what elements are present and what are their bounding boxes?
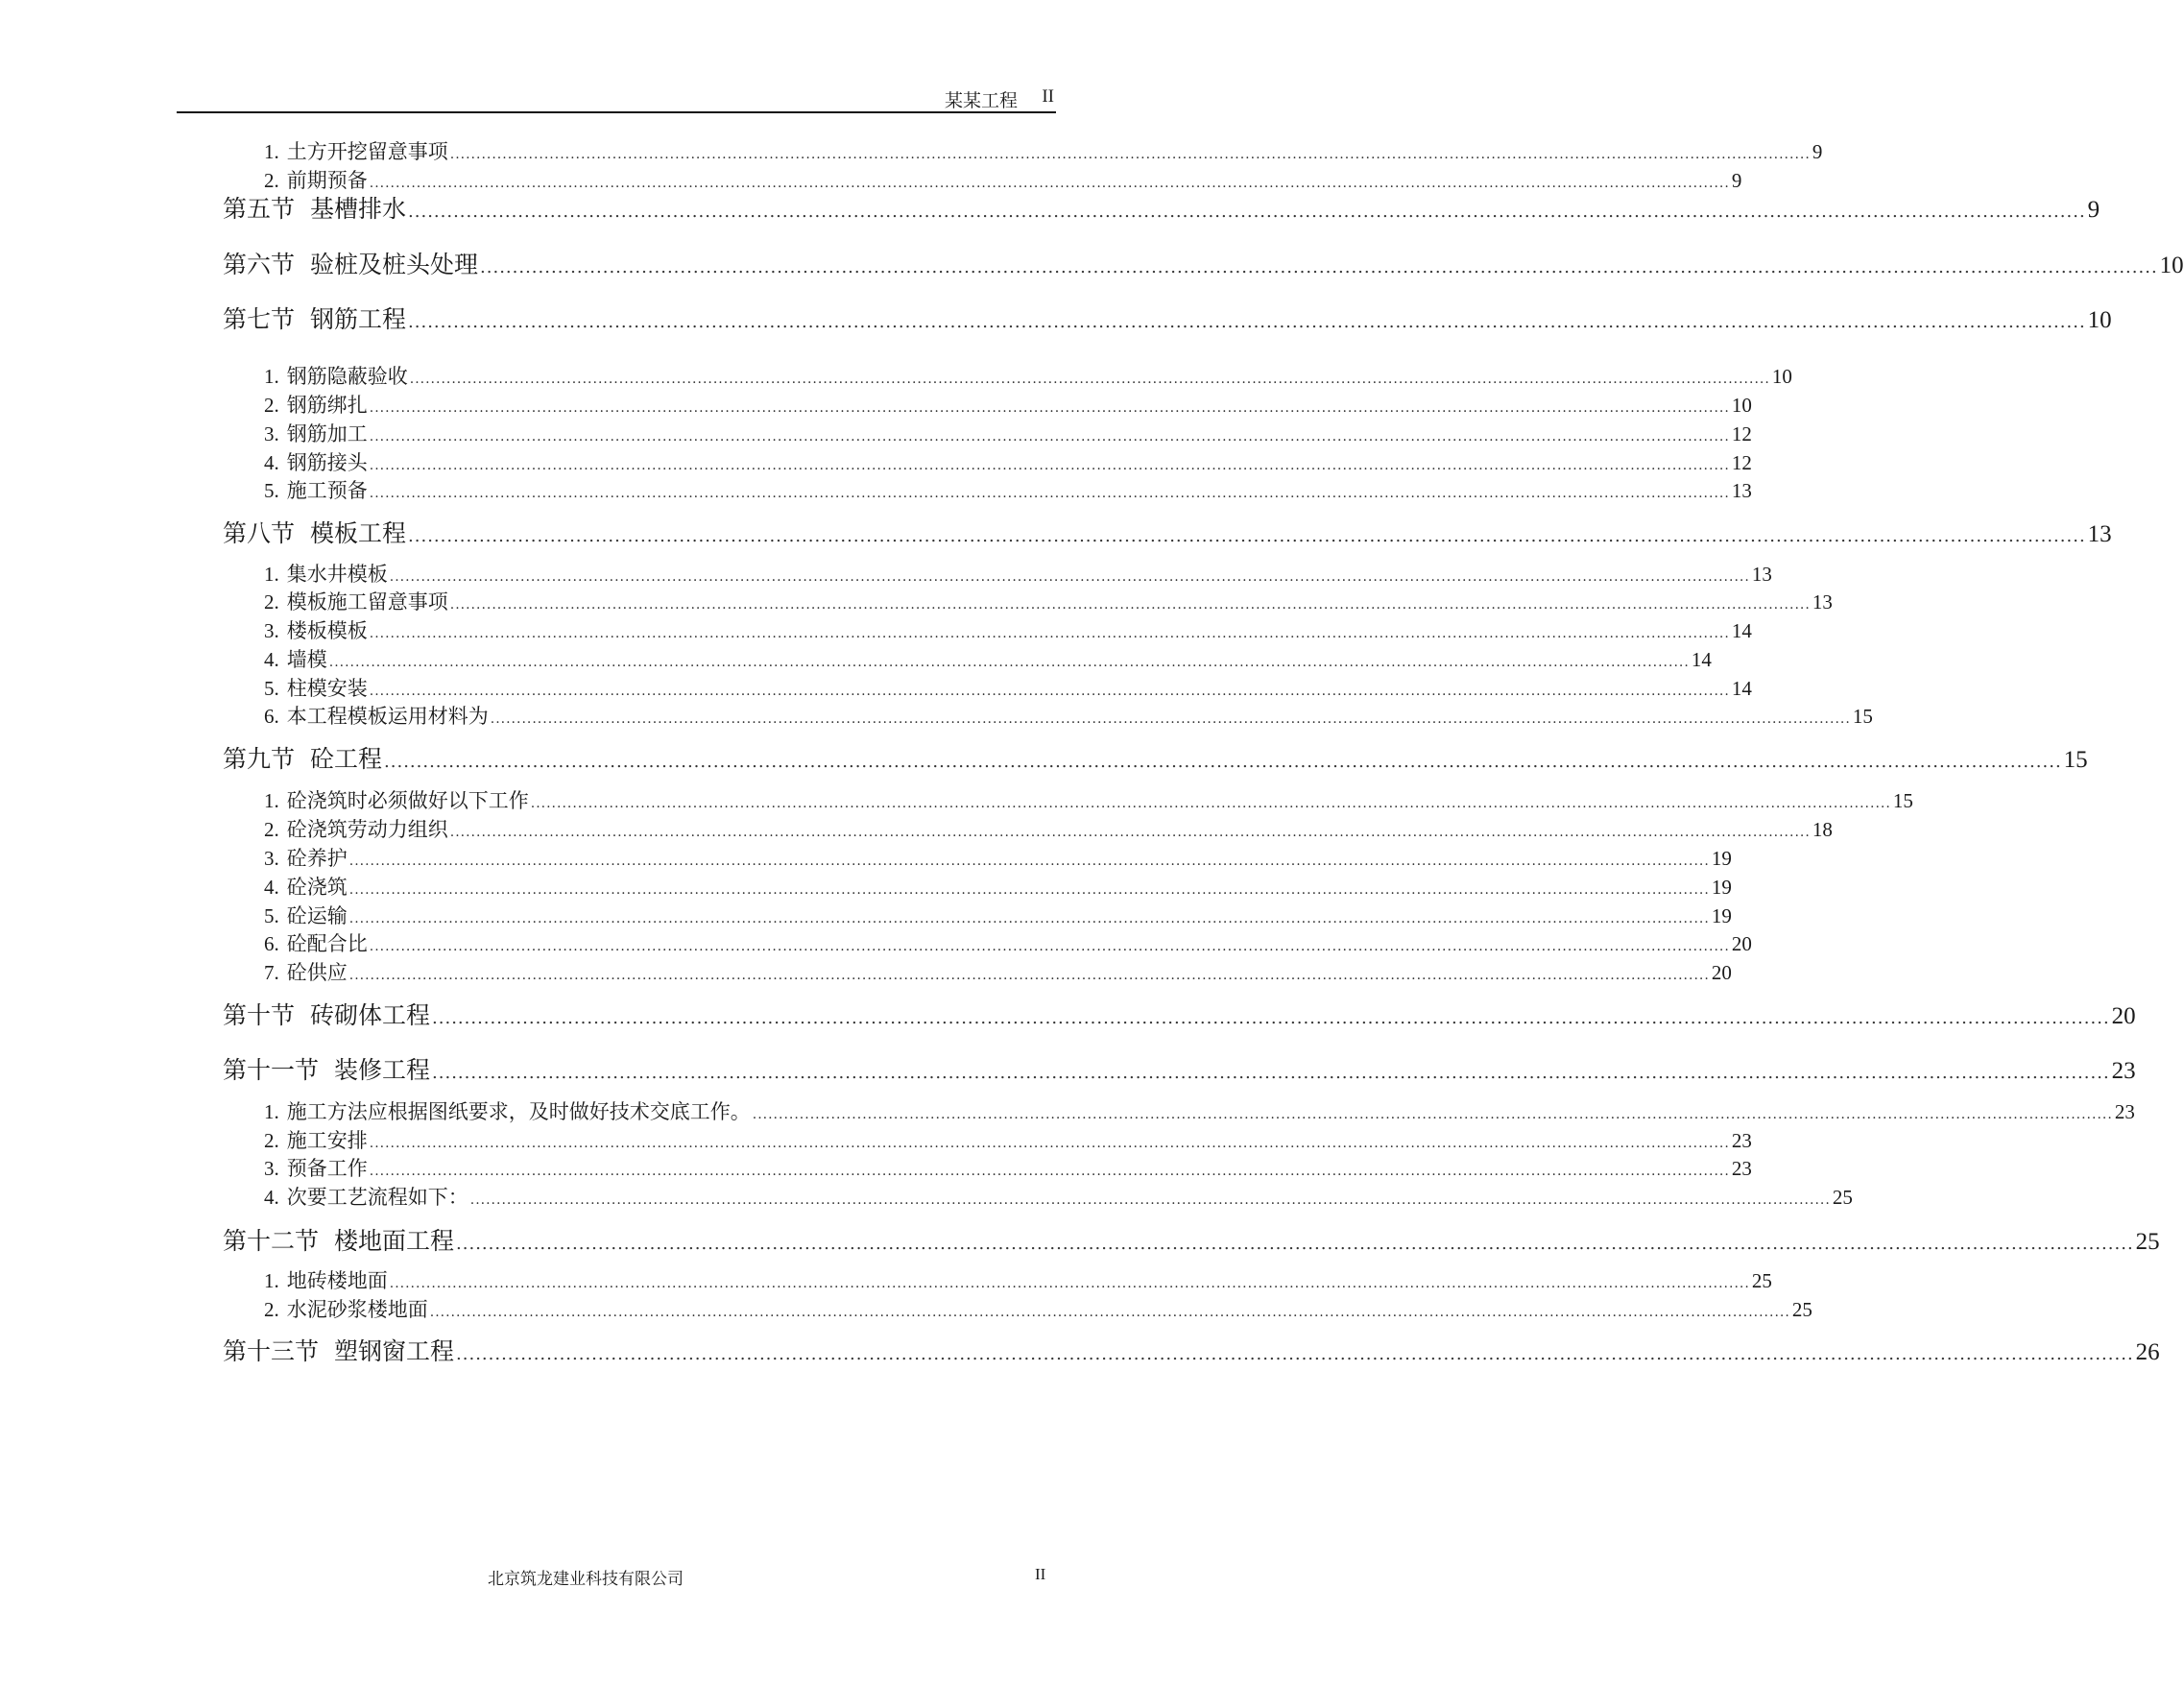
toc-item-title: 砼浇筑劳动力组织 — [286, 818, 448, 841]
toc-item-title: 砼运输 — [286, 904, 348, 927]
toc-page-number: 26 — [2135, 1339, 2160, 1365]
toc-item-number: 2. — [264, 394, 279, 417]
toc-item[interactable] — [264, 644, 1712, 671]
toc-page-number: 10 — [2159, 253, 2184, 278]
toc-leader-dots: .................................................................................................................................................................................................................................................................... — [369, 1164, 1730, 1179]
toc-page-number: 14 — [1731, 677, 1752, 700]
toc-page-number: 9 — [1731, 169, 1742, 192]
toc-item-title: 墙模 — [286, 648, 327, 671]
toc-page-number: 25 — [1751, 1269, 1772, 1292]
toc-item-number: 7. — [264, 961, 279, 984]
toc-leader-dots: .................................................................................................................................................................................................................................................................... — [409, 372, 1770, 387]
toc-item[interactable] — [264, 447, 1752, 474]
toc-item-title: 砼浇筑 — [286, 876, 348, 899]
toc-leader-dots: .................................................................................................................................................................................................................................................................... — [408, 526, 2086, 546]
toc-leader-dots: .................................................................................................................................................................................................................................................................... — [348, 911, 1710, 926]
toc-page-number: 13 — [1751, 563, 1772, 586]
toc-item[interactable] — [264, 361, 1792, 388]
toc-section-title: 砖砌体工程 — [310, 1001, 431, 1029]
toc-leader-dots: .................................................................................................................................................................................................................................................................... — [369, 486, 1730, 501]
toc-leader-dots: .................................................................................................................................................................................................................................................................... — [389, 1276, 1750, 1291]
toc-page-number: 23 — [1731, 1129, 1752, 1152]
toc-section-title: 砼工程 — [310, 745, 383, 773]
toc-item-number: 5. — [264, 677, 279, 700]
toc-page-number: 25 — [1832, 1186, 1853, 1209]
toc-page-number: 13 — [1731, 479, 1752, 502]
toc-leader-dots: .................................................................................................................................................................................................................................................................... — [369, 626, 1730, 641]
toc-item-number: 3. — [264, 422, 279, 445]
toc-section-title: 楼地面工程 — [334, 1227, 455, 1255]
toc-item[interactable] — [264, 475, 1752, 502]
toc-page-number: 10 — [2087, 307, 2112, 333]
toc-section-title: 钢筋工程 — [310, 305, 407, 333]
toc-item[interactable] — [264, 673, 1752, 700]
toc-section-number: 第十一节 — [223, 1056, 320, 1084]
toc-item-title: 楼板模板 — [286, 619, 368, 642]
toc-page-number: 15 — [1852, 705, 1873, 728]
toc-section-title: 模板工程 — [310, 519, 407, 547]
toc-page-number: 20 — [2111, 1003, 2136, 1029]
toc-section-label — [223, 1333, 454, 1367]
toc-leader-dots: .................................................................................................................................................................................................................................................................... — [348, 882, 1710, 898]
toc-page-number: 18 — [1812, 818, 1833, 841]
toc-item[interactable] — [264, 785, 1913, 812]
toc-section[interactable] — [223, 997, 2136, 1029]
toc-item[interactable] — [264, 136, 1823, 163]
toc-section-title: 基槽排水 — [310, 195, 407, 223]
toc-leader-dots: .................................................................................................................................................................................................................................................................... — [369, 176, 1730, 191]
toc-item-number: 3. — [264, 847, 279, 870]
toc-item-number: 2. — [264, 169, 279, 192]
toc-section-label — [223, 740, 382, 775]
toc-page-number: 19 — [1711, 904, 1732, 927]
toc-page-number: 15 — [2063, 747, 2088, 773]
toc-section-number: 第六节 — [223, 251, 296, 278]
toc-item-title: 钢筋加工 — [286, 422, 368, 445]
toc-leader-dots: .................................................................................................................................................................................................................................................................... — [369, 429, 1730, 445]
toc-leader-dots: .................................................................................................................................................................................................................................................................... — [348, 968, 1710, 983]
toc-item-title: 钢筋绑扎 — [286, 394, 368, 417]
toc-item-title: 水泥砂浆楼地面 — [286, 1298, 428, 1321]
toc-item[interactable] — [264, 843, 1732, 870]
toc-leader-dots: .................................................................................................................................................................................................................................................................... — [530, 796, 1891, 811]
toc-section-title: 装修工程 — [334, 1056, 431, 1084]
toc-page-number: 14 — [1691, 648, 1712, 671]
toc-leader-dots: .................................................................................................................................................................................................................................................................... — [752, 1107, 2113, 1122]
toc-item[interactable] — [264, 587, 1833, 613]
toc-item-number: 4. — [264, 648, 279, 671]
toc-item-title: 本工程模板运用材料为 — [286, 705, 489, 728]
toc-leader-dots: .................................................................................................................................................................................................................................................................... — [490, 711, 1851, 727]
toc-leader-dots: .................................................................................................................................................................................................................................................................... — [449, 597, 1811, 613]
toc-item-number: 2. — [264, 818, 279, 841]
toc-section-label — [223, 1222, 454, 1257]
toc-section-label — [223, 246, 478, 280]
toc-item-number: 1. — [264, 1100, 279, 1123]
page-header — [177, 81, 1056, 113]
toc-page-number: 13 — [2087, 521, 2112, 547]
toc-item[interactable] — [264, 814, 1833, 841]
toc-page-number: 23 — [1731, 1157, 1752, 1180]
toc-section-number: 第五节 — [223, 195, 296, 223]
toc-item-number: 1. — [264, 563, 279, 586]
toc-page-number: 12 — [1731, 451, 1752, 474]
footer-company: 北京筑龙建业科技有限公司 — [488, 1570, 684, 1589]
toc-leader-dots: .................................................................................................................................................................................................................................................................... — [408, 202, 2086, 222]
toc-page-number: 25 — [1791, 1298, 1812, 1321]
toc-leader-dots: .................................................................................................................................................................................................................................................................... — [328, 655, 1690, 670]
toc-item-number: 6. — [264, 705, 279, 728]
toc-page-number: 19 — [1711, 876, 1732, 899]
toc-leader-dots: .................................................................................................................................................................................................................................................................... — [432, 1063, 2110, 1083]
toc-item[interactable] — [264, 928, 1752, 955]
toc-item[interactable] — [264, 165, 1742, 192]
toc-item-number: 1. — [264, 1269, 279, 1292]
toc-item-title: 施工方法应根据图纸要求，及时做好技术交底工作。 — [286, 1100, 751, 1123]
toc-section-number: 第十三节 — [223, 1337, 320, 1365]
toc-leader-dots: .................................................................................................................................................................................................................................................................... — [456, 1234, 2134, 1254]
toc-item-title: 砼供应 — [286, 961, 348, 984]
toc-section-number: 第十节 — [223, 1001, 296, 1029]
toc-leader-dots: .................................................................................................................................................................................................................................................................... — [369, 939, 1730, 954]
toc-leader-dots: .................................................................................................................................................................................................................................................................... — [449, 147, 1811, 162]
toc-item-title: 预备工作 — [286, 1157, 368, 1180]
toc-item[interactable] — [264, 1294, 1812, 1321]
toc-item-title: 钢筋隐蔽验收 — [286, 365, 408, 388]
toc-item-number: 5. — [264, 904, 279, 927]
toc-section[interactable] — [223, 1051, 2136, 1084]
toc-section[interactable] — [223, 1333, 2160, 1365]
toc-item-title: 前期预备 — [286, 169, 368, 192]
toc-section-number: 第九节 — [223, 745, 296, 773]
toc-leader-dots: .................................................................................................................................................................................................................................................................... — [384, 752, 2062, 772]
toc-item-title: 柱模安装 — [286, 677, 368, 700]
toc-section-title: 塑钢窗工程 — [334, 1337, 455, 1365]
header-title: 某某工程 — [944, 90, 1018, 111]
toc-leader-dots: .................................................................................................................................................................................................................................................................... — [469, 1192, 1831, 1208]
toc-section[interactable] — [223, 1222, 2160, 1255]
toc-item-number: 3. — [264, 1157, 279, 1180]
toc-page-number: 10 — [1771, 365, 1792, 388]
toc-item[interactable] — [264, 901, 1732, 927]
toc-leader-dots: .................................................................................................................................................................................................................................................................... — [429, 1305, 1790, 1320]
toc-page-number: 19 — [1711, 847, 1732, 870]
toc-item-number: 4. — [264, 1186, 279, 1209]
toc-item-number: 1. — [264, 140, 279, 163]
toc-section[interactable] — [223, 301, 2112, 333]
toc-page-number: 9 — [1812, 140, 1823, 163]
toc-item-title: 砼养护 — [286, 847, 348, 870]
toc-item-number: 1. — [264, 789, 279, 812]
toc-item-title: 施工预备 — [286, 479, 368, 502]
toc-item-number: 2. — [264, 590, 279, 613]
footer-page-number: II — [1035, 1565, 1046, 1583]
toc-page-number: 15 — [1892, 789, 1913, 812]
toc-page-number: 14 — [1731, 619, 1752, 642]
toc-page-number: 23 — [2114, 1100, 2135, 1123]
toc-item-title: 次要工艺流程如下： — [286, 1186, 468, 1209]
toc-item-number: 2. — [264, 1129, 279, 1152]
toc-leader-dots: .................................................................................................................................................................................................................................................................... — [369, 684, 1730, 699]
toc-item[interactable] — [264, 957, 1732, 984]
toc-leader-dots: .................................................................................................................................................................................................................................................................... — [432, 1008, 2110, 1028]
toc-section[interactable] — [223, 740, 2088, 773]
toc-item-title: 砼配合比 — [286, 932, 368, 955]
toc-leader-dots: .................................................................................................................................................................................................................................................................... — [369, 1136, 1730, 1151]
toc-item[interactable] — [264, 1125, 1752, 1152]
toc-item-number: 4. — [264, 876, 279, 899]
toc-leader-dots: .................................................................................................................................................................................................................................................................... — [456, 1344, 2134, 1364]
toc-page-number: 10 — [1731, 394, 1752, 417]
toc-page-number: 23 — [2111, 1058, 2136, 1084]
toc-item[interactable] — [264, 701, 1873, 728]
toc-section-label — [223, 301, 406, 335]
toc-item[interactable] — [264, 872, 1732, 899]
toc-leader-dots: .................................................................................................................................................................................................................................................................... — [348, 854, 1710, 869]
toc-page-number: 20 — [1711, 961, 1732, 984]
toc-section-title: 验桩及桩头处理 — [310, 251, 479, 278]
toc-page-number: 25 — [2135, 1229, 2160, 1255]
toc-section-label — [223, 997, 430, 1031]
page-footer — [0, 1565, 1191, 1594]
toc-section-number: 第八节 — [223, 519, 296, 547]
toc-leader-dots: .................................................................................................................................................................................................................................................................... — [369, 400, 1730, 416]
header-page-number: II — [1042, 86, 1054, 107]
toc-item-number: 1. — [264, 365, 279, 388]
toc-section-number: 第七节 — [223, 305, 296, 333]
toc-item-number: 6. — [264, 932, 279, 955]
toc-leader-dots: .................................................................................................................................................................................................................................................................... — [389, 569, 1750, 585]
toc-item[interactable] — [264, 1182, 1853, 1209]
toc-section-label — [223, 515, 406, 549]
toc-item[interactable] — [264, 419, 1752, 445]
toc-item-number: 3. — [264, 619, 279, 642]
toc-item[interactable] — [264, 1153, 1752, 1180]
toc-leader-dots: .................................................................................................................................................................................................................................................................... — [449, 825, 1811, 840]
toc-item[interactable] — [264, 559, 1772, 586]
toc-section-label — [223, 1051, 430, 1086]
toc-item[interactable] — [264, 615, 1752, 642]
toc-page-number: 9 — [2087, 197, 2100, 223]
toc-item[interactable] — [264, 1096, 2135, 1123]
toc-item-title: 钢筋接头 — [286, 451, 368, 474]
toc-item-number: 5. — [264, 479, 279, 502]
toc-item-number: 4. — [264, 451, 279, 474]
toc-section[interactable] — [223, 190, 2100, 223]
toc-item-number: 2. — [264, 1298, 279, 1321]
toc-item-title: 模板施工留意事项 — [286, 590, 448, 613]
toc-leader-dots: .................................................................................................................................................................................................................................................................... — [369, 458, 1730, 473]
toc-item[interactable] — [264, 390, 1752, 417]
toc-section[interactable] — [223, 515, 2112, 547]
toc-item[interactable] — [264, 1265, 1772, 1292]
toc-item-title: 集水井模板 — [286, 563, 388, 586]
toc-section[interactable] — [223, 246, 2184, 278]
toc-page-number: 12 — [1731, 422, 1752, 445]
toc-item-title: 土方开挖留意事项 — [286, 140, 448, 163]
toc-leader-dots: .................................................................................................................................................................................................................................................................... — [408, 312, 2086, 332]
toc-section-number: 第十二节 — [223, 1227, 320, 1255]
toc-item-title: 施工安排 — [286, 1129, 368, 1152]
toc-page-number: 20 — [1731, 932, 1752, 955]
toc-leader-dots: .................................................................................................................................................................................................................................................................... — [480, 257, 2158, 277]
toc-item-title: 砼浇筑时必须做好以下工作 — [286, 789, 529, 812]
toc-page-number: 13 — [1812, 590, 1833, 613]
toc-item-title: 地砖楼地面 — [286, 1269, 388, 1292]
toc-section-label — [223, 190, 406, 225]
